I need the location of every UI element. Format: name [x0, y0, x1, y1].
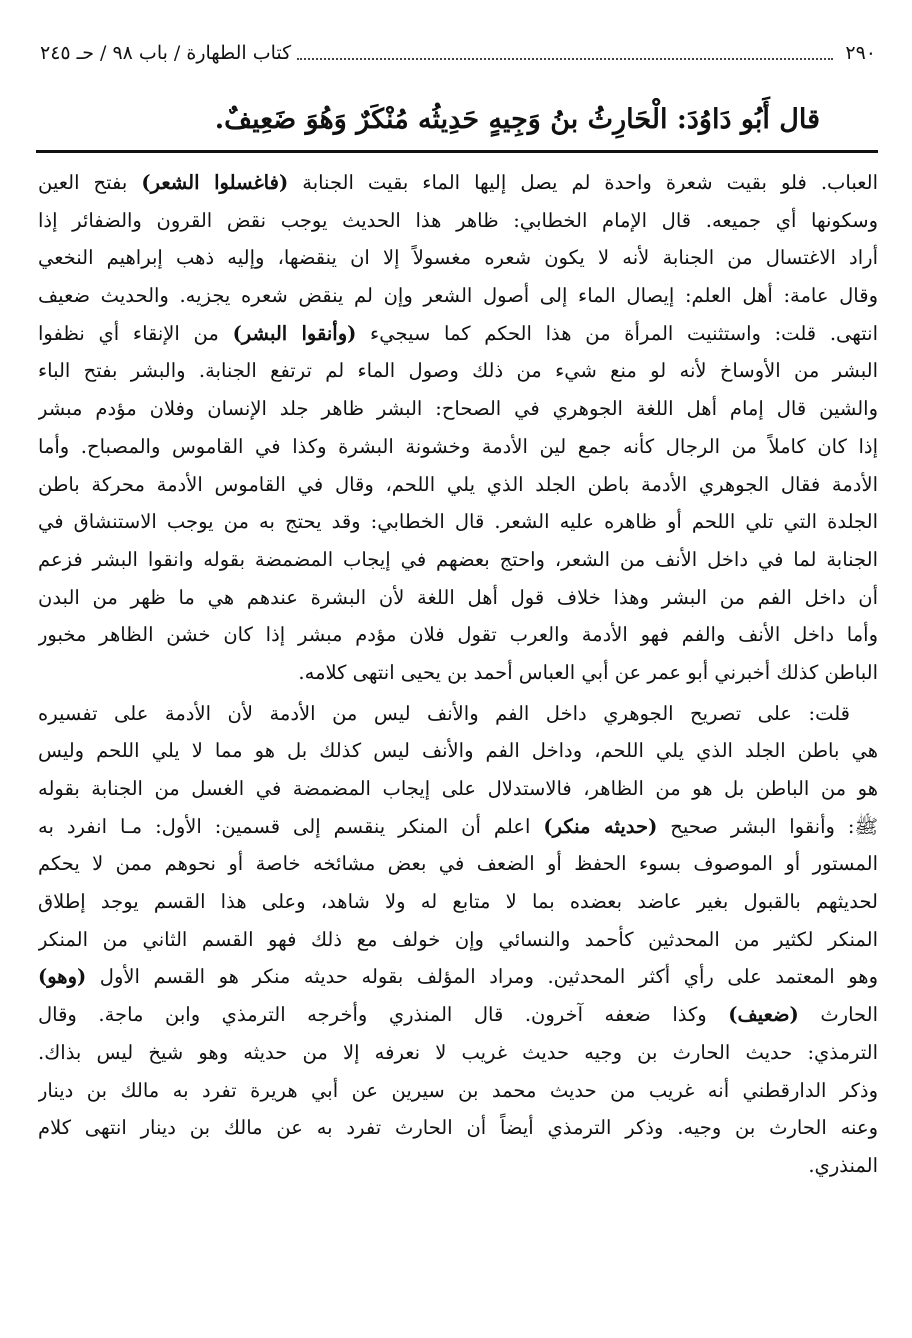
text-segment: البشر من الأوساخ لأنه لو منع شيء من ذلك وصول الماء لم ترتفع الجنابة. والبشر بفتح الباء — [38, 359, 878, 383]
text-line — [38, 202, 878, 240]
text-line — [38, 1072, 878, 1110]
text-segment: الباطن كذلك أخبرني أبو عمر عن أبي العباس أحمد بن يحيى انتهى كلامه. — [298, 660, 878, 684]
text-line — [38, 616, 878, 654]
text-segment: والشين قال إمام أهل اللغة الجوهري في الصحاح: البشر ظاهر جلد الإنسان وفلان مؤدم مبشر — [38, 397, 878, 421]
text-line — [38, 352, 878, 390]
text-segment: المنذري. — [808, 1153, 878, 1177]
text-line — [38, 1034, 878, 1072]
quoted-matn-phrase: (ضعيف) — [728, 1003, 799, 1027]
text-line — [38, 503, 878, 541]
text-segment: الحارث — [798, 1003, 878, 1027]
text-segment: الجنابة لما في داخل الأنف من الشعر، واحتج بعضهم في إيجاب المضمضة بقوله وانقوا البشر فزعم — [38, 547, 878, 571]
text-line — [38, 315, 878, 353]
text-line — [38, 277, 878, 315]
text-segment: أراد الاغتسال من الجنابة لأنه لا يكون شعره مغسولاً إلا ان ينقضها، وإليه ذهب إبراهيم النخعي — [38, 246, 878, 270]
text-segment: أن داخل الفم من البشر وهذا خلاف قول أهل اللغة لأن البشرة عندهم هي ما ظهر من البدن — [38, 585, 878, 609]
text-line — [38, 996, 878, 1034]
text-segment: وهو المعتمد على رأي أكثر المحدثين. ومراد المؤلف بقوله حديثه منكر هو القسم الأول — [86, 965, 878, 989]
text-line — [38, 845, 878, 883]
running-title: كتاب الطهارة / باب ٩٨ / حـ ٢٤٥ — [40, 42, 292, 64]
text-line — [38, 239, 878, 277]
text-segment: وعنه الحارث بن وجيه. وذكر الترمذي أيضاً أن الحارث تفرد به عن مالك بن دينار انتهى كلام — [38, 1116, 878, 1140]
text-line — [38, 695, 878, 733]
text-segment: ﷺ: وأنقوا البشر صحيح — [657, 814, 878, 838]
commentary-body — [38, 164, 878, 1185]
text-line — [38, 958, 878, 996]
text-line — [38, 921, 878, 959]
text-line — [38, 770, 878, 808]
quoted-matn-phrase: (وأنقوا البشر) — [232, 321, 357, 345]
text-segment: الترمذي: حديث الحارث بن وجيه حديث غريب لا نعرفه إلا من حديثه وهو شيخ ليس بذاك. — [38, 1040, 878, 1064]
text-line — [38, 883, 878, 921]
text-segment: من الإنقاء أي نظفوا — [38, 321, 233, 345]
text-segment: هو من الباطن بل هو من الظاهر، فالاستدلال على إيجاب المضمضة في الغسل من الجنابة بقوله — [38, 777, 878, 800]
text-segment: هي باطن الجلد الذي يلي اللحم، وداخل الفم والأنف ليس كذلك بل هو مما لا يلي اللحم وليس — [38, 739, 878, 763]
text-segment: لحديثهم بالقبول بغير عاضد بعضده بما لا متابع له ولا شاهد، وعلى هذا القسم يوجد إطلاق — [38, 890, 878, 914]
page-number: ٢٩٠ — [845, 42, 876, 64]
text-segment: العباب. فلو بقيت شعرة واحدة لم يصل إليها الماء بقيت الجنابة — [288, 171, 878, 194]
quoted-matn-phrase: (وهو) — [38, 965, 87, 989]
text-segment: اعلم أن المنكر ينقسم إلى قسمين: الأول: مـا انفرد به — [38, 814, 544, 838]
text-segment: الأدمة فقال الجوهري الأدمة باطن الجلد الذي يلي اللحم، وقال في القاموس الأدمة محركة باطن — [38, 472, 878, 496]
text-line — [38, 428, 878, 466]
text-segment: قلت: على تصريح الجوهري داخل الفم والأنف ليس من الأدمة لأن الأدمة على تفسيره — [38, 701, 850, 725]
text-segment: وكذا ضعفه آخرون. قال المنذري وأخرجه الترمذي وابن ماجة. وقال — [38, 1003, 729, 1027]
text-line — [38, 732, 878, 770]
text-segment: الجلدة التي تلي اللحم أو ظاهره عليه الشعر. قال الخطابي: وقد يحتج به من يوجب الاستنشاق في — [38, 510, 878, 534]
text-segment: انتهى. قلت: واستثنيت المرأة من هذا الحكم كما سيجيء — [356, 321, 878, 345]
text-segment: وقال عامة: أهل العلم: إيصال الماء إلى أصول الشعر وإن لم ينقض شعره يجزيه. والحديث ضعيف — [38, 284, 878, 308]
quoted-matn-phrase: (حديثه منكر) — [543, 814, 658, 838]
text-segment: المنكر لكثير من المحدثين كأحمد والنسائي وإن خولف مع ذلك فهو القسم الثاني من المنكر — [38, 927, 878, 951]
text-line — [38, 579, 878, 617]
text-segment: المستور أو الموصوف بسوء الحفظ أو الضعف في بعض مشائخه خاصة أو نحوهم ممن لا يحكم — [38, 852, 878, 876]
text-segment: وسكونها أي جميعه. قال الإمام الخطابي: ظاهر هذا الحديث يوجب نقض القرون والضفائر إذا — [38, 208, 878, 232]
text-segment: وأما داخل الأنف والفم فهو الأدمة والعرب تقول فلان مؤدم مبشر إذا كان خشن الظاهر مخبور — [38, 623, 878, 647]
text-line — [38, 390, 878, 428]
text-line — [38, 1147, 878, 1185]
text-line — [38, 541, 878, 579]
quoted-matn-phrase: (فاغسلوا الشعر) — [141, 171, 289, 194]
header-dotted-leader — [297, 58, 833, 60]
text-segment: وذكر الدارقطني أنه غريب من حديث محمد بن سيرين عن أبي هريرة تفرد به مالك بن دينار — [38, 1078, 878, 1102]
text-line — [38, 164, 878, 202]
text-segment: بفتح العين — [38, 171, 142, 194]
text-segment: إذا كان كاملاً من الرجال كأنه جمع لين الأدمة وخشونة البشرة وكذا في القاموس والمصباح. وأما — [38, 434, 878, 458]
running-header — [40, 38, 876, 68]
text-line — [38, 466, 878, 504]
text-line — [38, 1109, 878, 1147]
header-rule — [36, 150, 878, 153]
text-line — [38, 654, 878, 692]
hadith-heading: قال أَبُو دَاوُدَ: الْحَارِثُ بنُ وَجِيهٍ حَدِيثُه مُنْكَرٌ وَهُوَ ضَعِيفٌ. — [214, 104, 820, 135]
text-line — [38, 808, 878, 846]
